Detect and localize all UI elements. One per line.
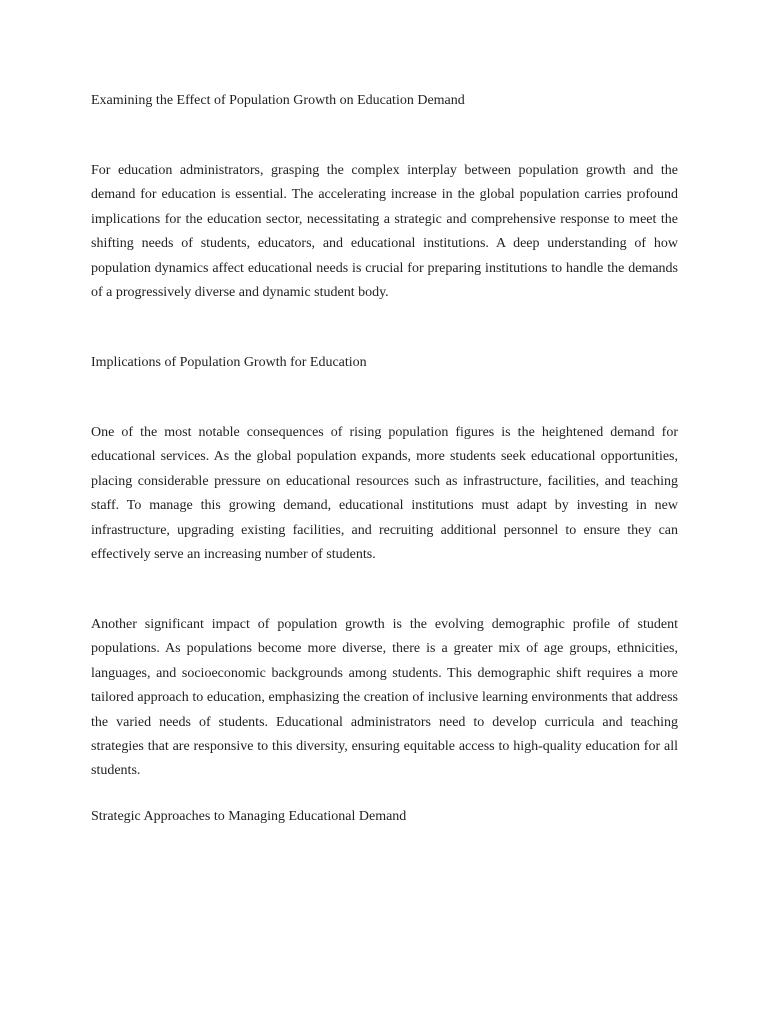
- intro-paragraph: For education administrators, grasping the complex interplay between population growth and the demand for education is essential. The accelerating increase in the global population carries profound implications for the education sector, necessitating a strategic and comprehensive response to meet the shifting needs of students, educators, and educational institutions. A deep understanding of how population dynamics affect educational needs is crucial for preparing institutions to handle the demands of a progressively diverse and dynamic student body.: [91, 163, 678, 301]
- section-heading-implications: Implications of Population Growth for Education: [91, 355, 367, 370]
- implications-paragraph-1: One of the most notable consequences of rising population figures is the heightened demand for educational services. As the global population expands, more students seek educational opportunities, placing considerable pressure on educational resources such as infrastructure, facilities, and teaching staff. To manage this growing demand, educational institutions must adapt by investing in new infrastructure, upgrading existing facilities, and recruiting additional personnel to ensure they can effectively serve an increasing number of students.: [91, 425, 678, 563]
- section-heading-strategic-approaches: Strategic Approaches to Managing Educational Demand: [91, 809, 407, 824]
- document-title: Examining the Effect of Population Growth on Education Demand: [91, 93, 465, 108]
- implications-paragraph-2: Another significant impact of population growth is the evolving demographic profile of student populations. As populations become more diverse, there is a greater mix of age groups, ethnicities, languages, and socioeconomic backgrounds among students. This demographic shift requires a more tailored approach to education, emphasizing the creation of inclusive learning environments that address the varied needs of students. Educational administrators need to develop curricula and teaching strategies that are responsive to this diversity, ensuring equitable access to high-quality education for all students.: [91, 617, 678, 779]
